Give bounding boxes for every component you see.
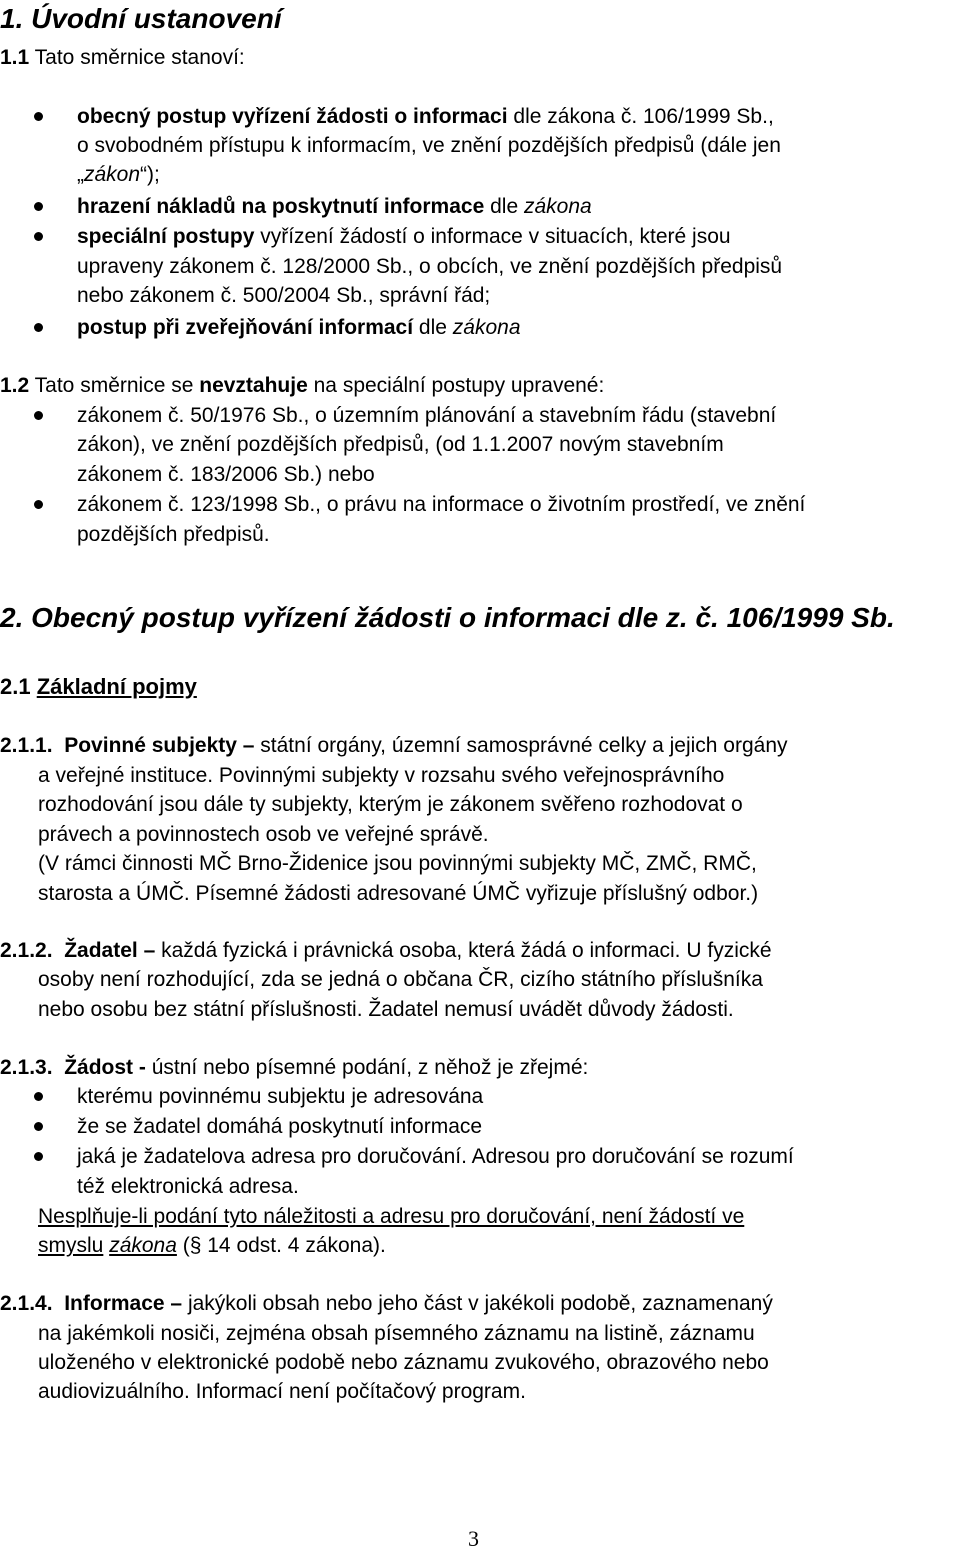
paragraph-2-1-4: 2.1.4. Informace – jakýkoli obsah nebo jeho část v jakékoli podobě, zaznamenaný <box>0 1292 773 1315</box>
paragraph-2-1-3: 2.1.3. Žádost - ústní nebo písemné podání, z něhož je zřejmé: <box>0 1056 589 1079</box>
bullet-icon <box>34 1122 43 1131</box>
bullet-icon <box>34 232 43 241</box>
bullet-icon <box>34 1092 43 1101</box>
list-item-line: zákon), ve znění pozdějších předpisů, (od 1.1.2007 novým stavebním <box>77 433 724 456</box>
bullet-icon <box>34 112 43 121</box>
paragraph-1-1: 1.1 Tato směrnice stanoví: <box>0 46 245 69</box>
list-item: obecný postup vyřízení žádosti o informaci dle zákona č. 106/1999 Sb., <box>77 105 774 128</box>
list-item-line: zákonem č. 183/2006 Sb.) nebo <box>77 463 375 486</box>
paragraph-line: rozhodování jsou dále ty subjekty, kterým je zákonem svěřeno rozhodovat o <box>38 793 743 816</box>
bullet-icon <box>34 500 43 509</box>
section-2-heading: 2. Obecný postup vyřízení žádosti o informaci dle z. č. 106/1999 Sb. <box>0 602 895 633</box>
list-item: zákonem č. 123/1998 Sb., o právu na informace o životním prostředí, ve znění <box>77 493 806 516</box>
list-item-line: o svobodném přístupu k informacím, ve znění pozdějších předpisů (dále jen <box>77 134 781 157</box>
paragraph-line: osoby není rozhodující, zda se jedná o občana ČR, cizího státního příslušníka <box>38 968 763 991</box>
section-1-heading: 1. Úvodní ustanovení <box>0 3 282 34</box>
list-item: zákonem č. 50/1976 Sb., o územním plánování a stavebním řádu (stavební <box>77 404 777 427</box>
paragraph-line: nebo osobu bez státní příslušnosti. Žadatel nemusí uvádět důvody žádosti. <box>38 998 734 1021</box>
list-item: jaká je žadatelova adresa pro doručování. Adresou pro doručování se rozumí <box>77 1145 794 1168</box>
list-item-line: též elektronická adresa. <box>77 1175 299 1198</box>
paragraph-line: audiovizuálního. Informací není počítačový program. <box>38 1380 526 1403</box>
subsection-heading: 2.1 Základní pojmy <box>0 674 197 699</box>
paragraph-line: uloženého v elektronické podobě nebo záznamu zvukového, obrazového nebo <box>38 1351 769 1374</box>
bullet-icon <box>34 323 43 332</box>
list-item: že se žadatel domáhá poskytnutí informace <box>77 1115 483 1138</box>
underlined-note: Nesplňuje-li podání tyto náležitosti a adresu pro doručování, není žádostí ve <box>38 1205 745 1228</box>
list-item: kterému povinnému subjektu je adresována <box>77 1085 484 1108</box>
paragraph-line: starosta a ÚMČ. Písemné žádosti adresované ÚMČ vyřizuje příslušný odbor.) <box>38 882 759 905</box>
page-number: 3 <box>468 1526 479 1551</box>
underlined-note: smyslu zákona (§ 14 odst. 4 zákona). <box>38 1234 386 1257</box>
bullet-icon <box>34 411 43 420</box>
paragraph-line: a veřejné instituce. Povinnými subjekty v rozsahu svého veřejnosprávního <box>38 764 725 787</box>
paragraph-line: právech a povinnostech osob ve veřejné správě. <box>38 823 489 846</box>
paragraph-line: na jakémkoli nosiči, zejména obsah písemného záznamu na listině, záznamu <box>38 1322 755 1345</box>
list-item-line: upraveny zákonem č. 128/2000 Sb., o obcích, ve znění pozdějších předpisů <box>77 255 783 278</box>
list-item: speciální postupy vyřízení žádostí o informace v situacích, které jsou <box>77 225 731 248</box>
list-item-line: pozdějších předpisů. <box>77 523 270 546</box>
list-item: hrazení nákladů na poskytnutí informace dle zákona <box>77 195 592 218</box>
paragraph-2-1-1: 2.1.1. Povinné subjekty – státní orgány, územní samosprávné celky a jejich orgány <box>0 734 788 757</box>
paragraph-line: (V rámci činnosti MČ Brno-Židenice jsou povinnými subjekty MČ, ZMČ, RMČ, <box>38 852 757 875</box>
list-item-line: nebo zákonem č. 500/2004 Sb., správní řád; <box>77 284 491 307</box>
paragraph-number: 1.1 <box>0 46 30 69</box>
list-item: postup při zveřejňování informací dle zákona <box>77 316 521 339</box>
paragraph-1-2: 1.2 Tato směrnice se nevztahuje na speciální postupy upravené: <box>0 374 605 397</box>
list-item-line: „zákon“); <box>77 163 160 186</box>
bullet-icon <box>34 1152 43 1161</box>
paragraph-2-1-2: 2.1.2. Žadatel – každá fyzická i právnická osoba, která žádá o informaci. U fyzické <box>0 939 772 962</box>
bullet-icon <box>34 202 43 211</box>
